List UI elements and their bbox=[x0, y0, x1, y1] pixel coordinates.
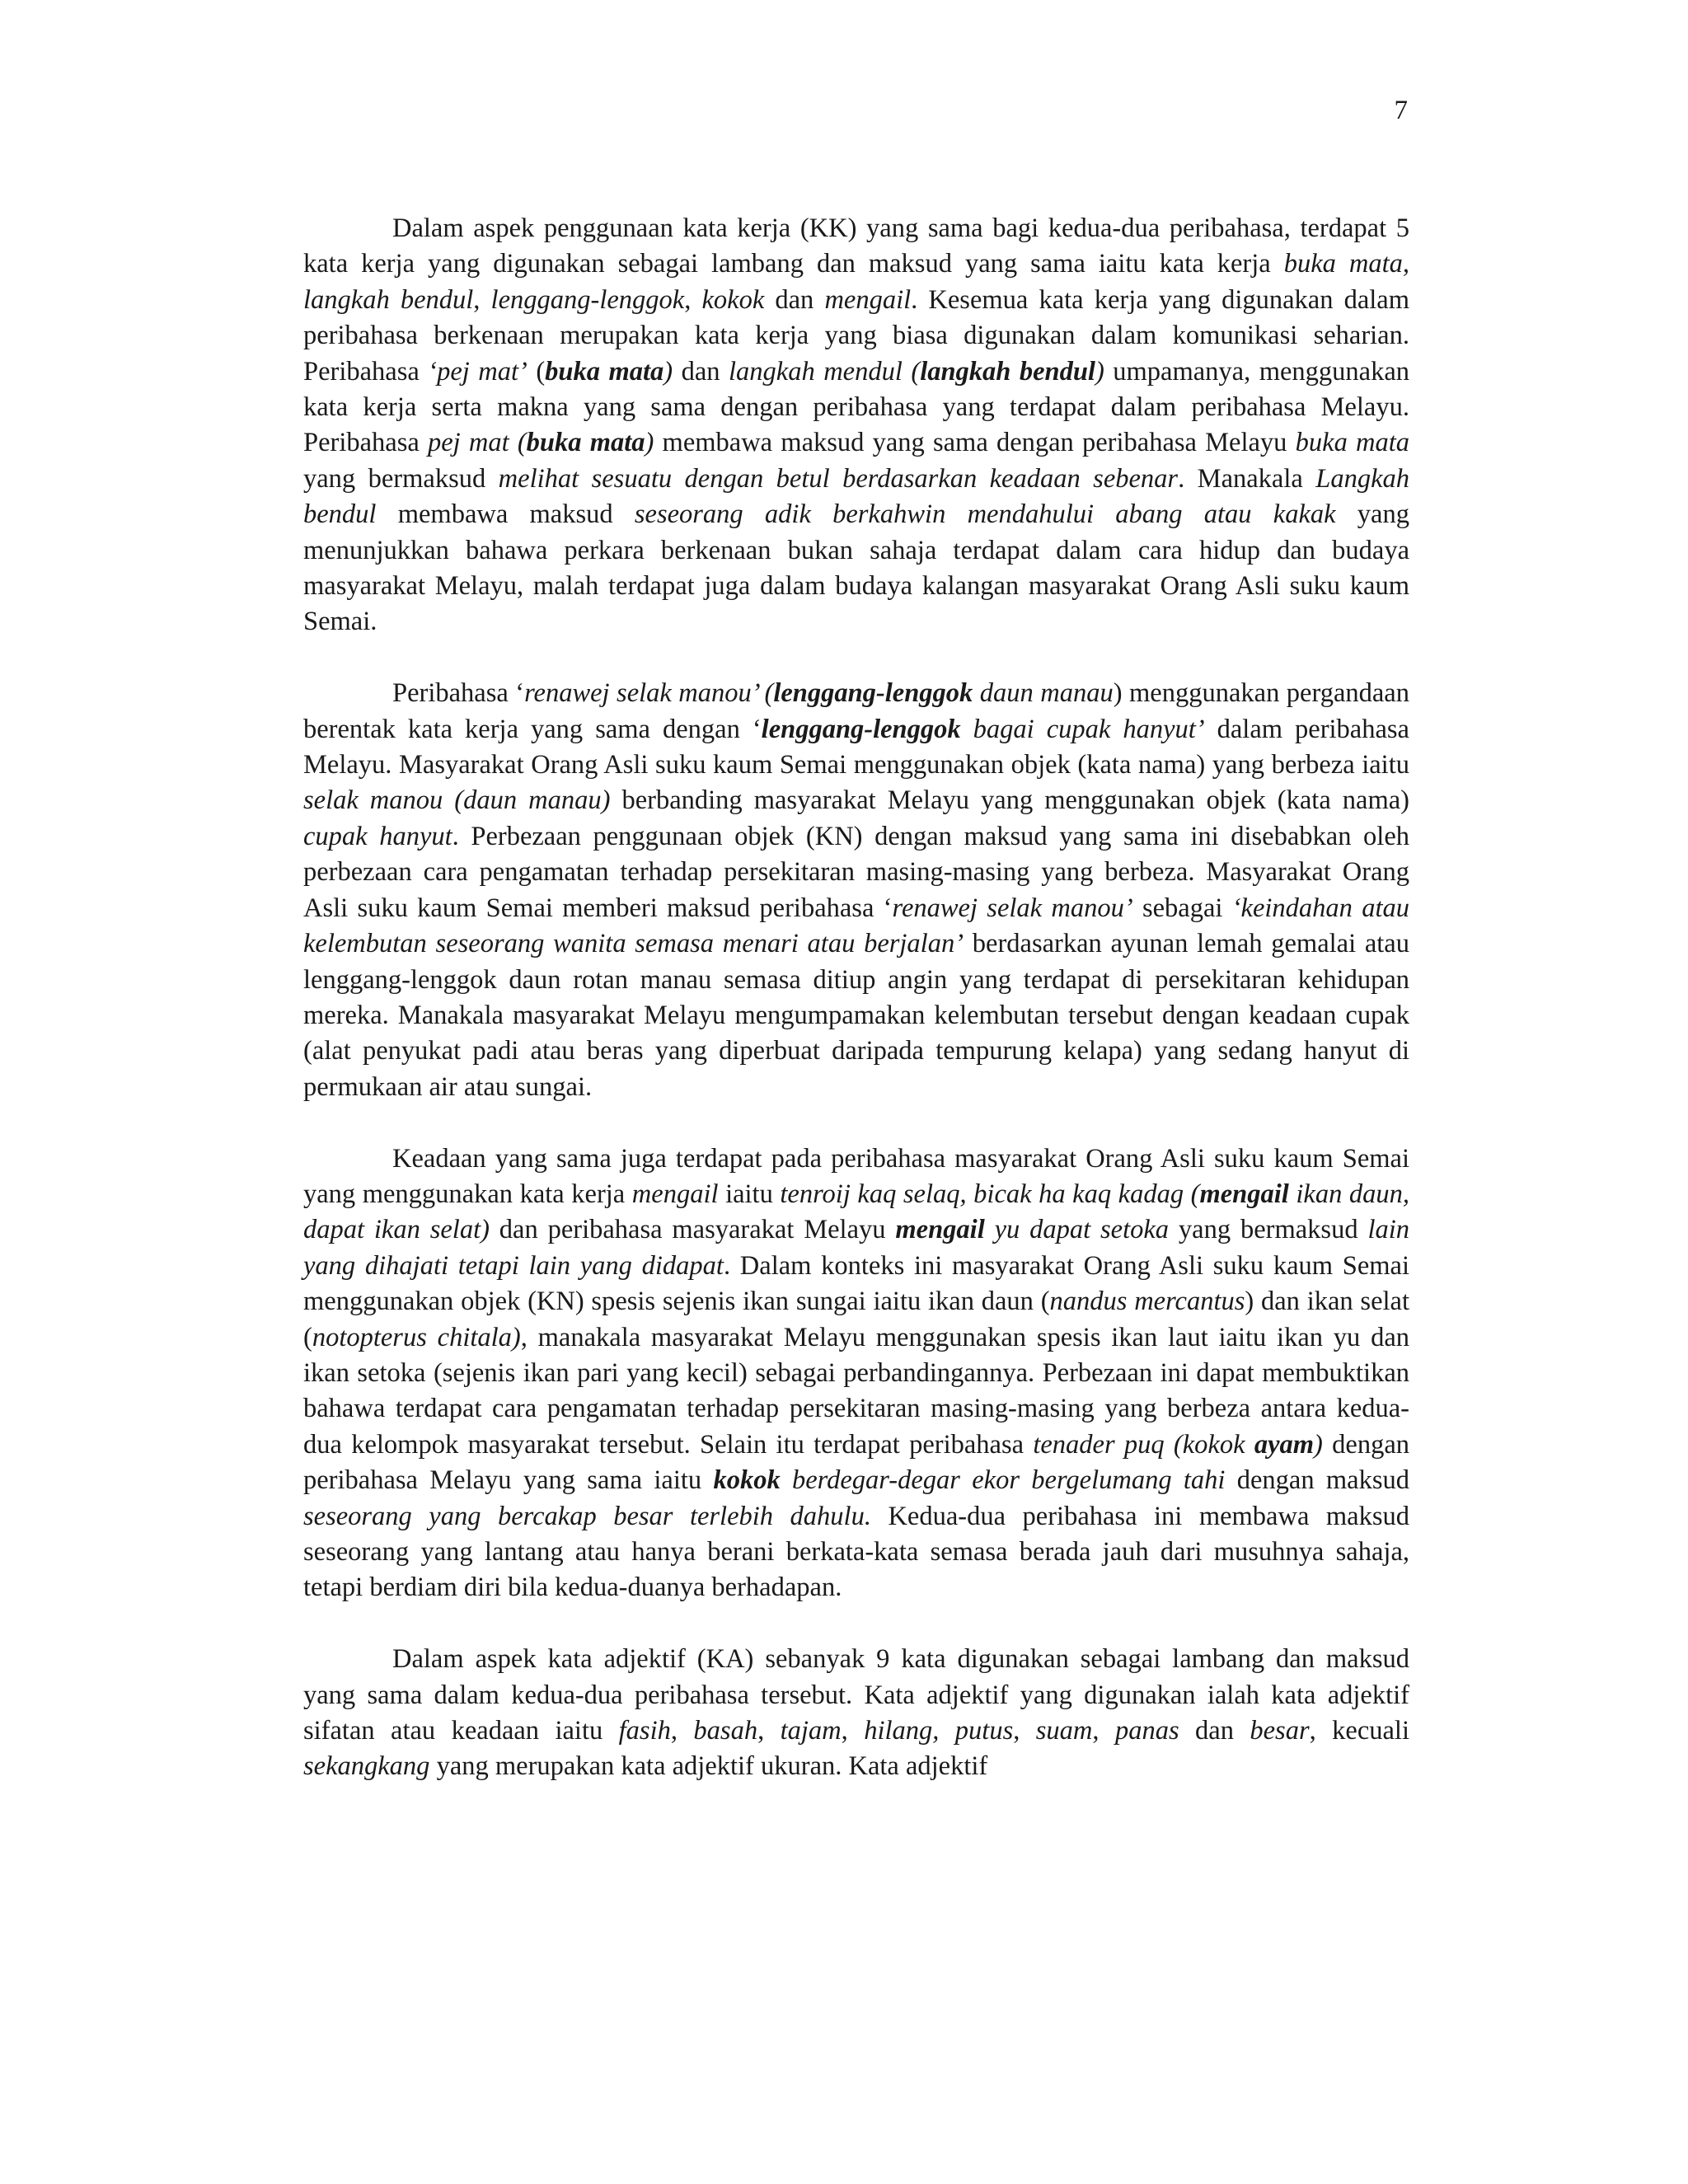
text-run: dalam peribahasa Melayu. Masyarakat Orang Asli suku kaum Semai menggunakan objek (kata nama) yang berbeza iaitu bbox=[303, 714, 1409, 780]
text-run: mengail bbox=[824, 284, 912, 315]
text-run: , bbox=[473, 284, 491, 315]
text-run: yang merupakan kata adjektif ukuran. Kata adjektif bbox=[429, 1751, 988, 1782]
paragraph-2 bbox=[303, 676, 1409, 1105]
text-run: Peribahasa ‘ bbox=[392, 678, 525, 709]
text-run: selak manou (daun manau) bbox=[303, 785, 611, 816]
text-run: , bbox=[1092, 1716, 1115, 1746]
text-run: dengan maksud bbox=[1225, 1465, 1409, 1496]
text-run: ikan daun, dapat ikan selat) bbox=[303, 1179, 1410, 1245]
text-run: . Kesemua kata kerja yang digunakan dalam peribahasa berkenaan merupakan kata kerja yang biasa digunakan dalam komunikasi seharian. Peribahasa bbox=[303, 284, 1409, 387]
text-run: lenggang-lenggok bbox=[773, 678, 973, 709]
text-run: sekangkang bbox=[303, 1751, 430, 1782]
text-run: , bbox=[684, 284, 702, 315]
text-run: renawej selak manou’ ( bbox=[524, 678, 774, 709]
text-run: nandus mercantus bbox=[1049, 1286, 1245, 1317]
text-run: langkah bendul bbox=[303, 284, 474, 315]
text-run: ) bbox=[663, 356, 673, 387]
text-run: ( bbox=[527, 356, 546, 387]
text-run: ) dan ikan selat ( bbox=[303, 1286, 1409, 1352]
text-run: renawej selak manou’ bbox=[892, 893, 1133, 923]
page-number: 7 bbox=[1394, 96, 1408, 125]
text-run: besar bbox=[1250, 1716, 1310, 1746]
text-run: Dalam aspek kata adjektif (KA) sebanyak 9 kata digunakan sebagai lambang dan maksud yang sama dalam kedua-dua peribahasa tersebut. Kata adjektif yang digunakan ialah kata adjektif sifatan atau keadaan iaitu bbox=[303, 1644, 1409, 1746]
text-run: hilang, putus bbox=[864, 1716, 1014, 1746]
text-run: buka mata bbox=[1283, 249, 1403, 279]
text-run: pej mat ( bbox=[427, 428, 527, 458]
text-run: membawa maksud bbox=[376, 499, 635, 530]
text-run: cupak hanyut bbox=[303, 821, 452, 851]
paragraph-1 bbox=[303, 211, 1409, 640]
text-run: Keadaan yang sama juga terdapat pada peribahasa masyarakat Orang Asli suku kaum Semai yang menggunakan kata kerja bbox=[303, 1143, 1409, 1209]
text-run: ) bbox=[1314, 1429, 1323, 1460]
text-run: seseorang yang bercakap besar terlebih dahulu. bbox=[303, 1501, 871, 1531]
text-run: membawa maksud yang sama dengan peribahasa Melayu bbox=[654, 428, 1296, 458]
text-run: berdasarkan ayunan lemah gemalai atau lenggang-lenggok daun rotan manau semasa ditiup angin yang terdapat di persekitaran kehidupan mereka. Manakala masyarakat Melayu mengumpamakan kelembutan tersebut dengan keadaan cupak (alat penyukat padi atau beras yang diperbuat daripada tempurung kelapa) yang sedang hanyut di permukaan air atau sungai. bbox=[303, 929, 1409, 1102]
text-run: kokok bbox=[713, 1465, 781, 1496]
text-run: ) bbox=[645, 428, 654, 458]
text-run: . Perbezaan penggunaan objek (KN) dengan maksud yang sama ini disebabkan oleh perbezaan cara pengamatan terhadap persekitaran masing-masing yang berbeza. Masyarakat Orang Asli suku kaum Semai memberi maksud peribahasa ‘ bbox=[303, 821, 1409, 923]
paragraph-4 bbox=[303, 1642, 1409, 1785]
text-run: dan bbox=[764, 284, 825, 315]
text-run: , bbox=[1402, 249, 1409, 279]
text-run: , bbox=[670, 1716, 694, 1746]
text-run: tenroij kaq selaq, bicak ha kaq kadag ( bbox=[780, 1179, 1200, 1209]
text-run: , manakala masyarakat Melayu menggunakan spesis ikan laut iaitu ikan yu dan ikan setoka (sejenis ikan pari yang kecil) sebagai perbandingannya. Perbezaan ini dapat membuktikan bahawa terdapat cara pengamatan terhadap persekitaran masing-masing yang berbeza antara kedua-dua kelompok masyarakat tersebut. Selain itu terdapat peribahasa bbox=[303, 1322, 1409, 1460]
text-run: berbanding masyarakat Melayu yang menggunakan objek (kata nama) bbox=[610, 785, 1409, 816]
text-run: tenader puq (kokok bbox=[1033, 1429, 1254, 1460]
text-run: lenggang-lenggok bbox=[761, 714, 961, 744]
text-run: . Manakala bbox=[1178, 463, 1316, 494]
text-run: dan peribahasa masyarakat Melayu bbox=[489, 1215, 896, 1245]
text-run: ‘keindahan atau kelembutan seseorang wanita semasa menari atau berjalan’ bbox=[303, 893, 1410, 959]
text-run: Kedua-dua peribahasa ini membawa maksud seseorang yang lantang atau hanya berani berkata-kata semasa berada jauh dari musuhnya sahaja, tetapi berdiam diri bila kedua-duanya berhadapan. bbox=[303, 1501, 1409, 1603]
paragraph-3 bbox=[303, 1141, 1409, 1606]
text-run: sebagai bbox=[1132, 893, 1232, 923]
text-run: yu dapat setoka bbox=[984, 1215, 1170, 1245]
text-run: mengail bbox=[631, 1179, 719, 1209]
text-run: umpamanya, menggunakan kata kerja serta makna yang sama dengan peribahasa yang terdapat dalam peribahasa Melayu. Peribahasa bbox=[303, 356, 1410, 458]
text-run: ) bbox=[1095, 356, 1104, 387]
text-run: ‘pej mat’ bbox=[428, 356, 528, 387]
text-run: . Dalam konteks ini masyarakat Orang Asli suku kaum Semai menggunakan objek (KN) spesis sejenis ikan sungai iaitu ikan daun ( bbox=[303, 1250, 1409, 1317]
text-run: lain yang dihajati tetapi lain yang didapat bbox=[303, 1215, 1409, 1281]
text-run: yang menunjukkan bahawa perkara berkenaan bukan sahaja terdapat dalam cara hidup dan budaya masyarakat Melayu, malah terdapat juga dalam budaya kalangan masyarakat Orang Asli suku kaum Semai. bbox=[303, 499, 1409, 637]
document-body bbox=[303, 211, 1409, 1821]
text-run: , bbox=[757, 1716, 781, 1746]
text-run: melihat sesuatu dengan betul berdasarkan keadaan sebenar bbox=[498, 463, 1179, 494]
text-run: panas bbox=[1114, 1716, 1179, 1746]
text-run: mengail bbox=[895, 1215, 985, 1245]
text-run: seseorang adik berkahwin mendahului abang atau kakak bbox=[634, 499, 1336, 530]
text-run: notopterus chitala) bbox=[312, 1322, 521, 1352]
text-run: mengail bbox=[1199, 1179, 1289, 1209]
text-run: buka mata bbox=[545, 356, 664, 387]
text-run: berdegar-degar ekor bergelumang tahi bbox=[780, 1465, 1226, 1496]
text-run: fasih bbox=[618, 1716, 671, 1746]
text-run: buka mata bbox=[526, 428, 645, 458]
text-run: iaitu bbox=[718, 1179, 781, 1209]
text-run: suam bbox=[1035, 1716, 1093, 1746]
text-run: basah bbox=[693, 1716, 758, 1746]
text-run: Dalam aspek penggunaan kata kerja (KK) yang sama bagi kedua-dua peribahasa, terdapat 5 kata kerja yang digunakan sebagai lambang dan maksud yang sama iaitu kata kerja bbox=[303, 213, 1409, 279]
text-run: ayam bbox=[1254, 1429, 1315, 1460]
text-run: , bbox=[841, 1716, 865, 1746]
text-run: ) menggunakan pergandaan berentak kata kerja yang sama dengan ‘ bbox=[303, 678, 1409, 744]
text-run: langkah mendul ( bbox=[729, 356, 921, 387]
text-run: buka mata bbox=[1295, 428, 1410, 458]
text-run: lenggang-lenggok bbox=[490, 284, 685, 315]
text-run: kokok bbox=[701, 284, 765, 315]
text-run: dan bbox=[673, 356, 729, 387]
text-run: daun manau bbox=[973, 678, 1114, 709]
text-run: yang bermaksud bbox=[303, 463, 499, 494]
text-run: , kecuali bbox=[1309, 1716, 1409, 1746]
text-run: tajam bbox=[780, 1716, 842, 1746]
text-run: dengan peribahasa Melayu yang sama iaitu bbox=[303, 1429, 1409, 1496]
text-run: Langkah bendul bbox=[303, 463, 1409, 530]
text-run: yang bermaksud bbox=[1169, 1215, 1368, 1245]
text-run: bagai cupak hanyut’ bbox=[960, 714, 1205, 744]
text-run: langkah bendul bbox=[920, 356, 1095, 387]
text-run: , bbox=[1013, 1716, 1036, 1746]
text-run: dan bbox=[1179, 1716, 1250, 1746]
